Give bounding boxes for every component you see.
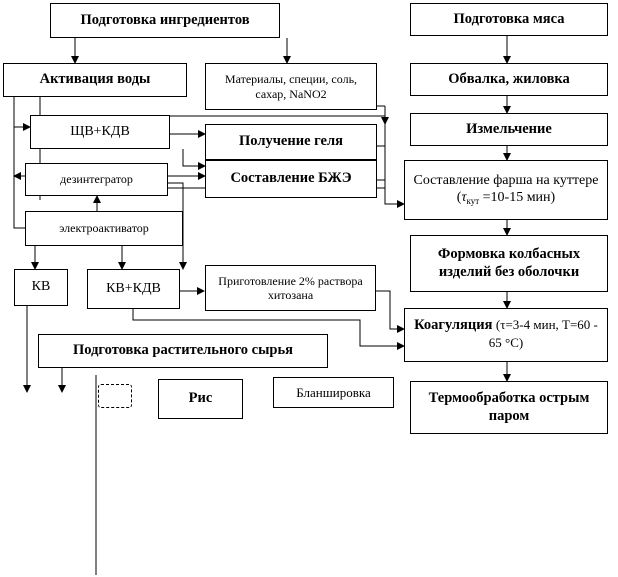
coag-line bbox=[409, 317, 603, 353]
line-right-rail bbox=[385, 106, 404, 204]
box-grinding bbox=[410, 113, 608, 146]
box-placeholder bbox=[98, 384, 132, 408]
bzhe-label: Составление БЖЭ bbox=[230, 170, 352, 187]
disintegrator-label: дезинтегратор bbox=[60, 172, 133, 187]
box-gel bbox=[205, 124, 377, 160]
rice-label: Рис bbox=[188, 390, 213, 407]
box-prep-meat bbox=[410, 3, 608, 36]
shchv-kdv-label: ЩВ+КДВ bbox=[70, 123, 130, 139]
gel-label: Получение геля bbox=[239, 133, 343, 150]
grinding-label: Измельчение bbox=[466, 120, 552, 137]
box-coagulation bbox=[404, 308, 608, 362]
box-plant-prep bbox=[38, 334, 328, 368]
mince-text bbox=[409, 173, 603, 207]
box-deboning bbox=[410, 63, 608, 96]
electroactivator-label: электроактиватор bbox=[59, 221, 149, 236]
box-mince bbox=[404, 160, 608, 220]
prep-meat-label: Подготовка мяса bbox=[453, 10, 565, 27]
kv-label: КВ bbox=[31, 279, 51, 295]
box-water-activation bbox=[3, 63, 187, 97]
prep-ingredients-label: Подготовка ингредиентов bbox=[80, 11, 250, 28]
line-left-rail bbox=[14, 97, 25, 228]
box-kv bbox=[14, 269, 68, 306]
arrow-shchv-to-mince bbox=[170, 116, 385, 124]
deboning-label: Обвалка, жиловка bbox=[448, 70, 570, 87]
box-rice bbox=[158, 379, 243, 419]
plant-prep-label: Подготовка растительного сырья bbox=[72, 342, 293, 359]
box-bzhe bbox=[205, 160, 377, 198]
mince-rest: =10-15 мин) bbox=[479, 190, 556, 205]
materials-label: Материалы, специи, соль, сахар, NaNO2 bbox=[224, 72, 358, 101]
coag-params: (τ=3-4 мин, T=60 - 65 °C) bbox=[488, 317, 598, 350]
box-kv-kdv bbox=[87, 269, 180, 309]
blanching-label: Бланшировка bbox=[296, 384, 371, 400]
box-disintegrator bbox=[25, 163, 168, 196]
chitosan-label: Приготовление 2% раствора хитозана bbox=[218, 273, 363, 302]
thermo-label: Термообработка острым паром bbox=[428, 390, 590, 424]
forming-label: Формовка колбасных изделий без оболочки bbox=[437, 246, 581, 280]
mince-main: Составление фарша на куттере ( bbox=[413, 173, 599, 205]
box-forming bbox=[410, 235, 608, 292]
coag-title: Коагуляция bbox=[414, 317, 493, 334]
box-shchv-kdv bbox=[30, 115, 170, 149]
arrow-shchv-to-bzhe bbox=[183, 149, 205, 166]
box-blanching bbox=[273, 377, 394, 408]
mince-tau: τ bbox=[461, 190, 467, 205]
box-chitosan bbox=[205, 265, 376, 311]
water-activation-label: Активация воды bbox=[39, 71, 151, 88]
kv-kdv-label: КВ+КДВ bbox=[106, 280, 161, 296]
box-electroactivator bbox=[25, 211, 183, 246]
mince-sub: кут bbox=[466, 196, 480, 206]
box-thermo bbox=[410, 381, 608, 434]
box-materials bbox=[205, 63, 377, 110]
arrow-chitosan-to-coag bbox=[376, 291, 404, 329]
box-prep-ingredients bbox=[50, 3, 280, 38]
